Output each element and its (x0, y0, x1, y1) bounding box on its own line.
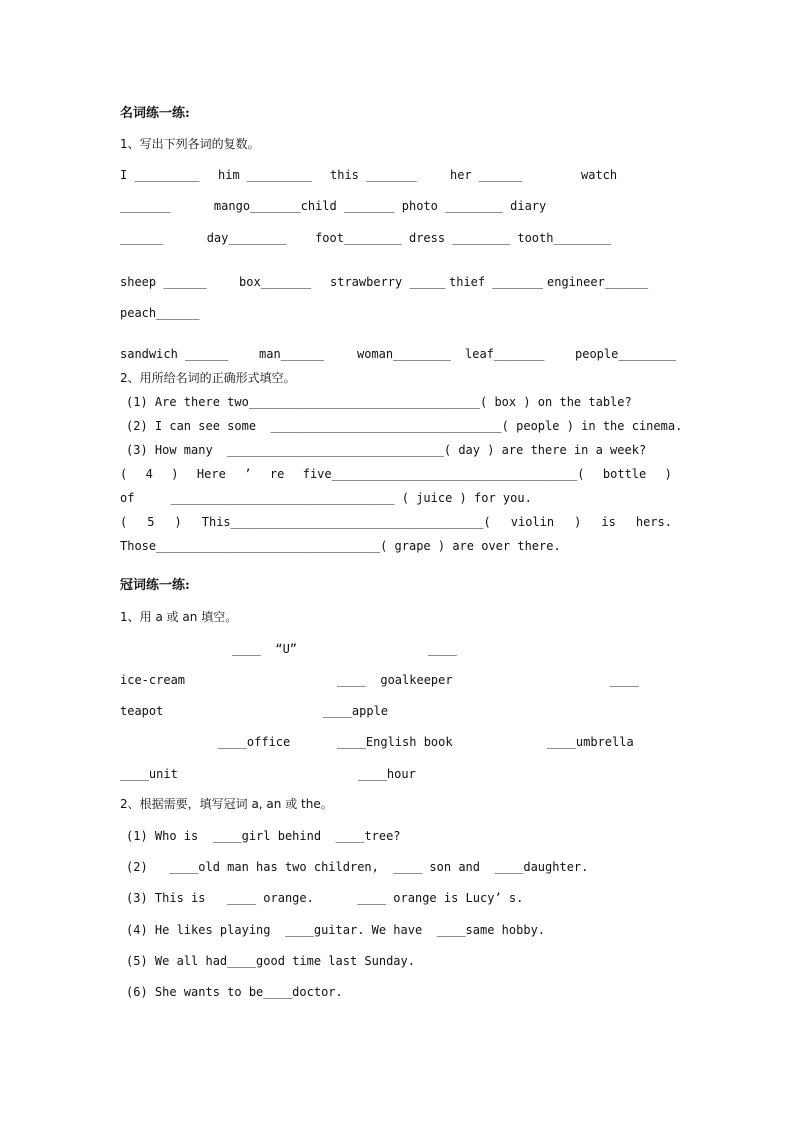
plural-item-man: man______ (259, 347, 325, 361)
s5-token: This___________________________________( (201, 515, 491, 529)
s4-token: ( (120, 467, 128, 481)
s5-token: ) (574, 515, 582, 529)
article-blank-teapot: ____ (610, 673, 639, 687)
article-sentence-1: (1) Who is ____girl behind ____tree? (126, 829, 401, 843)
plural-item-sheep: sheep ______ (120, 275, 207, 289)
article-item-goalkeeper: ____ goalkeeper (337, 673, 453, 687)
s5-token: is (601, 515, 616, 529)
plural-item-watch: watch (581, 168, 618, 182)
s4-token: ’ (244, 467, 252, 481)
plural-item-him: him _________ (218, 168, 312, 182)
article-sentence-5: (5) We all had____good time last Sunday. (126, 954, 415, 968)
s4-token: bottle (602, 467, 647, 481)
article-item-umbrella: ____umbrella (547, 735, 634, 749)
plural-item-box: box_______ (239, 275, 312, 289)
s5-token: 5 (147, 515, 155, 529)
plural-item-i: I _________ (120, 168, 200, 182)
plural-item-leaf: leaf_______ (465, 347, 545, 361)
noun-sentence-2: (2) I can see some ________________________________( people ) in the cinema. (126, 419, 683, 433)
s4-token: ) (171, 467, 179, 481)
noun-sentence-3: (3) How many ______________________________( day ) are there in a week? (126, 443, 647, 457)
plural-item-woman: woman________ (357, 347, 451, 361)
article-sentence-6: (6) She wants to be____doctor. (126, 985, 343, 999)
noun-sentence-5 (120, 514, 672, 530)
noun-sentence-4-continued: of _______________________________ ( juice ) for you. (120, 491, 532, 505)
article-item-unit: ____unit (120, 767, 178, 781)
article-item-ice-cream: ice-cream (120, 673, 186, 687)
plural-row-3: ______ day________ foot________ dress ________ tooth________ (120, 231, 612, 245)
s5-token: ( (120, 515, 128, 529)
article-item-english-book: ____English book (337, 735, 453, 749)
s5-token: violin (510, 515, 555, 529)
plural-item-sandwich: sandwich ______ (120, 347, 229, 361)
plural-item-strawberry: strawberry _____ (330, 275, 446, 289)
article-item-u: ____ “U” (232, 642, 298, 656)
article-item-apple: ____apple (323, 704, 389, 718)
plural-row-2: _______ mango_______child _______ photo ________ diary (120, 199, 547, 213)
s5-token: ) (174, 515, 182, 529)
article-sentence-4: (4) He likes playing ____guitar. We have ____same hobby. (126, 923, 546, 937)
article-blank-ice-cream: ____ (428, 642, 457, 656)
s4-token: five__________________________________( (302, 467, 585, 481)
articles-q1-title: 1、用 a 或 an 填空。 (120, 610, 238, 624)
noun-sentence-5-continued: Those_______________________________( grape ) are over there. (120, 539, 561, 553)
plural-row-5: peach______ (120, 306, 200, 320)
plural-item-engineer: engineer______ (547, 275, 649, 289)
s5-token: hers. (635, 515, 672, 529)
plural-item-people: people________ (575, 347, 677, 361)
nouns-q1-title: 1、写出下列各词的复数。 (120, 137, 260, 151)
plural-item-thief: thief _______ (449, 275, 543, 289)
s4-token: re (269, 467, 285, 481)
article-sentence-3: (3) This is ____ orange. ____ orange is Lucy’ s. (126, 891, 524, 905)
nouns-heading: 名词练一练: (120, 106, 190, 121)
articles-heading: 冠词练一练: (120, 578, 190, 593)
article-item-office: ____office (218, 735, 291, 749)
noun-sentence-4 (120, 466, 672, 482)
s4-token: ) (664, 467, 672, 481)
article-item-teapot: teapot (120, 704, 164, 718)
s4-token: Here (196, 467, 226, 481)
plural-item-her: her ______ (450, 168, 523, 182)
noun-sentence-1: (1) Are there two________________________________( box ) on the table? (126, 395, 632, 409)
plural-item-this: this _______ (330, 168, 417, 182)
article-sentence-2: (2) ____old man has two children, ____ son and ____daughter. (126, 860, 589, 874)
article-item-hour: ____hour (358, 767, 416, 781)
nouns-q2-title: 2、用所给名词的正确形式填空。 (120, 371, 296, 385)
s4-token: 4 (145, 467, 153, 481)
articles-q2-title: 2、根据需要，填写冠词 a, an 或 the。 (120, 797, 333, 811)
